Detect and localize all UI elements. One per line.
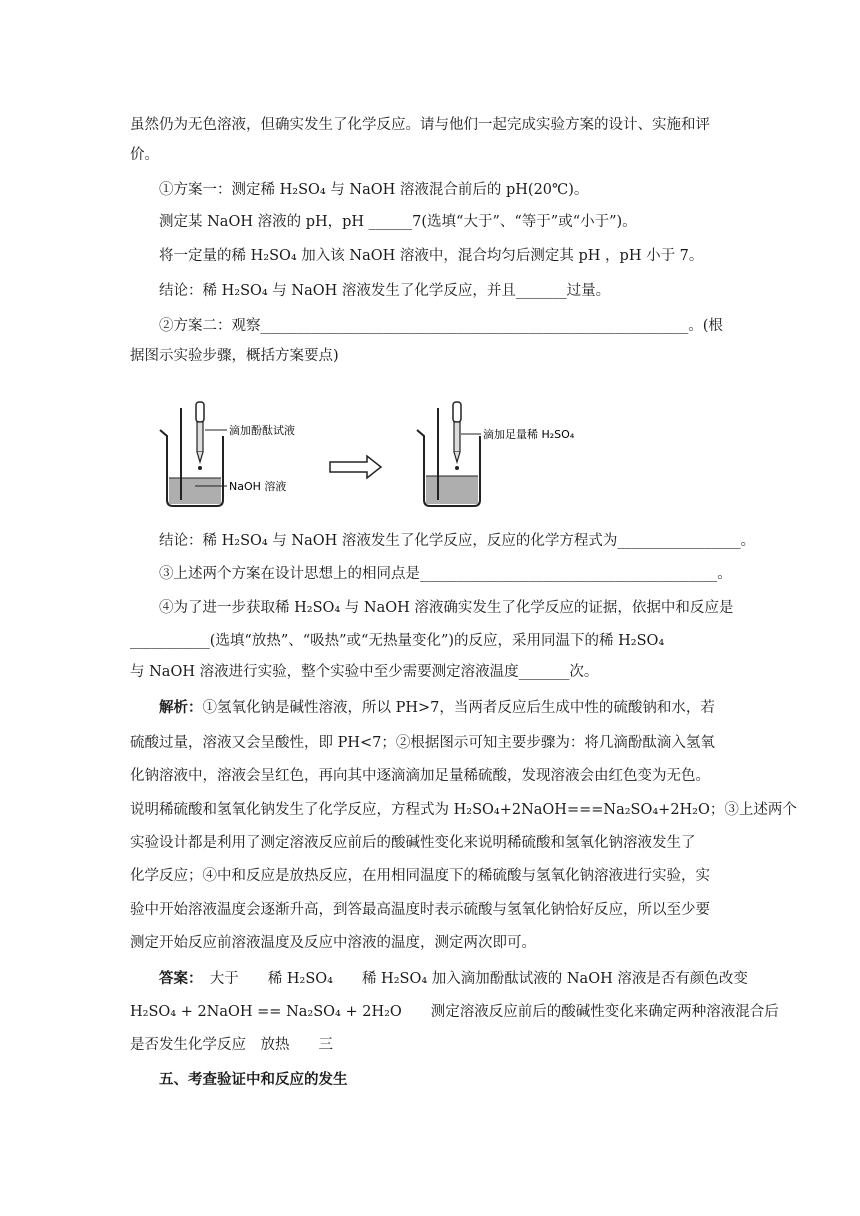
analysis-line: 测定开始反应前溶液温度及反应中溶液的温度，测定两次即可。 — [130, 935, 536, 951]
analysis-line: 说明稀硫酸和氢氧化钠发生了化学反应，方程式为 H₂SO₄+2NaOH===Na₂SO₄+2H₂O；③上述两个 — [130, 802, 797, 818]
analysis-line: 硫酸过量，溶液又会呈酸性，即 PH<7；②根据图示可知主要步骤为：将几滴酚酞滴入氢氧 — [130, 735, 715, 751]
analysis-line: 验中开始溶液温度会逐渐升高，到答最高温度时表示硫酸与氢氧化钠恰好反应，所以至少要 — [130, 902, 710, 918]
analysis-line — [159, 698, 764, 718]
analysis-label: 解析： — [159, 699, 203, 716]
text-line: 据图示实验步骤，概括方案要点) — [130, 348, 339, 364]
text-line: 价。 — [130, 147, 159, 163]
text-line: ②方案二：观察___________________________________________________________。(根 — [159, 318, 723, 334]
dropper1-label: 滴加酚酞试液 — [229, 424, 295, 437]
answer-line: H₂SO₄ + 2NaOH == Na₂SO₄ + 2H₂O 测定溶液反应前后的酸碱性变化来确定两种溶液混合后 — [130, 1004, 779, 1020]
text-line: ④为了进一步获取稀 H₂SO₄ 与 NaOH 溶液确实发生了化学反应的证据，依据中和反应是 — [159, 600, 734, 616]
analysis-text: ①氢氧化钠是碱性溶液，所以 PH>7，当两者反应后生成中性的硫酸钠和水，若 — [202, 700, 715, 716]
beaker-1 — [160, 402, 227, 506]
answer-text: 大于 稀 H₂SO₄ 稀 H₂SO₄ 加入滴加酚酞试液的 NaOH 溶液是否有颜色改变 — [209, 971, 748, 987]
text-line: ①方案一：测定稀 H₂SO₄ 与 NaOH 溶液混合前后的 pH(20℃)。 — [159, 182, 589, 198]
section-heading: 五、考查验证中和反应的发生 — [159, 1071, 348, 1088]
text-line: 将一定量的稀 H₂SO₄ 加入该 NaOH 溶液中，混合均匀后测定其 pH ，pH 小于 7。 — [159, 248, 704, 264]
arrow-right-icon — [330, 456, 381, 478]
text-line: ___________(选填“放热”、“吸热”或“无热量变化”)的反应，采用同温下的稀 H₂SO₄ — [130, 633, 665, 649]
text-line: 虽然仍为无色溶液，但确实发生了化学反应。请与他们一起完成实验方案的设计、实施和评 — [130, 117, 710, 133]
text-line: 结论：稀 H₂SO₄ 与 NaOH 溶液发生了化学反应，反应的化学方程式为_________________。 — [159, 533, 756, 549]
dropper2-label: 滴加足量稀 H₂SO₄ — [483, 428, 575, 441]
text-line: 与 NaOH 溶液进行实验，整个实验中至少需要测定溶液温度_______次。 — [130, 664, 599, 680]
beaker-2 — [417, 402, 481, 506]
experiment-figure — [155, 400, 605, 515]
text-line: 测定某 NaOH 溶液的 pH，pH ______7(选填“大于”、“等于”或“小于”)。 — [159, 214, 637, 230]
analysis-line: 化学反应；④中和反应是放热反应，在用相同温度下的稀硫酸与氢氧化钠溶液进行实验，实 — [130, 868, 710, 884]
text-line: ③上述两个方案在设计思想上的相同点是_________________________________________。 — [159, 566, 732, 582]
answer-line — [159, 969, 764, 989]
solution-label: NaOH 溶液 — [229, 480, 287, 493]
answer-label: 答案： — [159, 970, 196, 987]
analysis-line: 实验设计都是利用了测定溶液反应前后的酸碱性变化来说明稀硫酸和氢氧化钠溶液发生了 — [130, 835, 696, 851]
analysis-line: 化钠溶液中，溶液会呈红色，再向其中逐滴滴加足量稀硫酸，发现溶液会由红色变为无色。 — [130, 768, 710, 784]
text-line: 结论：稀 H₂SO₄ 与 NaOH 溶液发生了化学反应，并且_______过量。 — [159, 283, 611, 299]
answer-line: 是否发生化学反应 放热 三 — [130, 1037, 333, 1053]
